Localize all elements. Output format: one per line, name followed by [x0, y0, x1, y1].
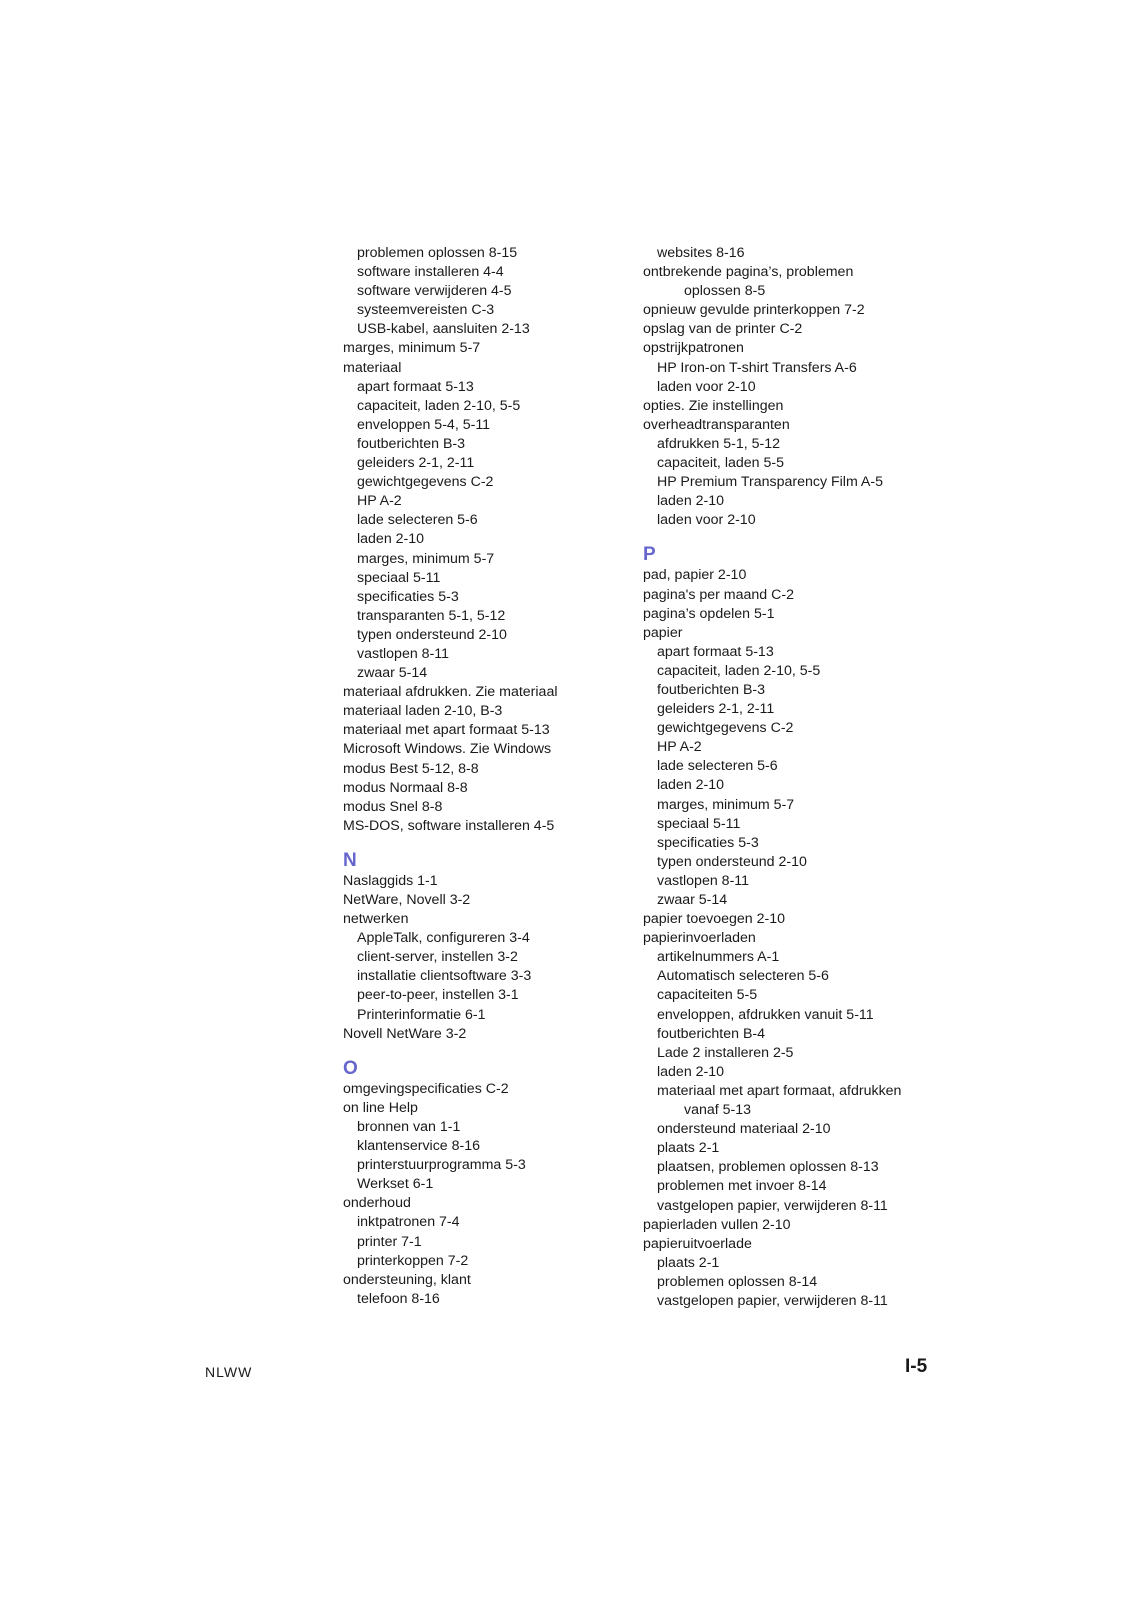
index-subentry: HP Premium Transparency Film A-5	[657, 474, 884, 491]
index-subentry: HP Iron-on T-shirt Transfers A-6	[657, 359, 857, 376]
index-subentry: speciaal 5-11	[357, 569, 441, 586]
index-subentry: capaciteiten 5-5	[657, 987, 758, 1004]
index-subentry: gewichtgegevens C-2	[357, 474, 494, 491]
index-subentry: software verwijderen 4-5	[357, 283, 512, 300]
index-subentry: capaciteit, laden 2-10, 5-5	[357, 397, 521, 414]
index-column-right	[643, 244, 943, 1311]
index-subentry: laden 2-10	[657, 1063, 725, 1080]
index-subentry: laden 2-10	[657, 493, 725, 510]
index-subentry: printer 7-1	[357, 1233, 422, 1250]
index-entry: papier toevoegen 2-10	[643, 911, 785, 928]
index-subentry: Werkset 6-1	[357, 1176, 434, 1193]
index-entry: Naslaggids 1-1	[343, 872, 438, 889]
index-subentry: oplossen 8-5	[684, 283, 766, 300]
index-subentry: USB-kabel, aansluiten 2-13	[357, 321, 530, 338]
index-subentry: materiaal met apart formaat, afdrukken	[657, 1082, 902, 1099]
index-subentry: Lade 2 installeren 2-5	[657, 1044, 794, 1061]
index-entry: materiaal	[343, 359, 402, 376]
index-subentry: inktpatronen 7-4	[357, 1214, 460, 1231]
page-number: I-5	[905, 1356, 928, 1377]
index-subentry: problemen oplossen 8-14	[657, 1273, 818, 1290]
index-subentry: plaats 2-1	[657, 1140, 720, 1157]
index-subentry: Automatisch selecteren 5-6	[657, 968, 829, 985]
index-subentry: klantenservice 8-16	[357, 1138, 481, 1155]
index-entry: materiaal met apart formaat 5-13	[343, 722, 550, 739]
index-subentry: peer-to-peer, instellen 3-1	[357, 987, 519, 1004]
index-subentry: client-server, instellen 3-2	[357, 949, 518, 966]
index-subentry: foutberichten B-3	[357, 435, 466, 452]
index-entry: ondersteuning, klant	[343, 1271, 471, 1288]
index-subentry: vastlopen 8-11	[357, 645, 450, 662]
index-entry: papierinvoerladen	[643, 930, 756, 947]
index-subentry: artikelnummers A-1	[657, 949, 780, 966]
index-subentry: gewichtgegevens C-2	[657, 720, 794, 737]
index-entry: papierladen vullen 2-10	[643, 1216, 791, 1233]
section-letter-n: N	[343, 849, 357, 871]
index-entry: opnieuw gevulde printerkoppen 7-2	[643, 302, 865, 319]
index-subentry: zwaar 5-14	[357, 665, 428, 682]
index-subentry: vastgelopen papier, verwijderen 8-11	[657, 1292, 888, 1309]
index-subentry: systeemvereisten C-3	[357, 302, 495, 319]
index-subentry: specificaties 5-3	[357, 588, 459, 605]
index-entry: opties. Zie instellingen	[643, 397, 784, 414]
index-subentry: foutberichten B-4	[657, 1025, 766, 1042]
index-subentry: plaatsen, problemen oplossen 8-13	[657, 1159, 879, 1176]
index-subentry: marges, minimum 5-7	[657, 796, 795, 813]
index-subentry: afdrukken 5-1, 5-12	[657, 435, 781, 452]
index-entry: MS-DOS, software installeren 4-5	[343, 817, 555, 834]
index-subentry: HP A-2	[657, 739, 702, 756]
index-entry: opslag van de printer C-2	[643, 321, 803, 338]
index-subentry: vastgelopen papier, verwijderen 8-11	[657, 1197, 888, 1214]
index-entry: ontbrekende pagina’s, problemen	[643, 264, 854, 281]
index-entry: NetWare, Novell 3-2	[343, 892, 471, 908]
index-entry: marges, minimum 5-7	[343, 340, 481, 357]
index-subentry: bronnen van 1-1	[357, 1118, 461, 1135]
index-entry: papieruitvoerlade	[643, 1235, 752, 1252]
index-subentry: plaats 2-1	[657, 1254, 720, 1271]
index-subentry: software installeren 4-4	[357, 264, 504, 281]
index-subentry: capaciteit, laden 5-5	[657, 455, 784, 472]
section-letter-o: O	[343, 1057, 358, 1079]
footer-left-label: NLWW	[205, 1364, 253, 1380]
index-subentry: enveloppen, afdrukken vanuit 5-11	[657, 1006, 874, 1023]
index-subentry: geleiders 2-1, 2-11	[657, 701, 775, 718]
index-subentry: installatie clientsoftware 3-3	[357, 968, 532, 985]
index-entry: pagina’s opdelen 5-1	[643, 605, 775, 622]
index-subentry: problemen met invoer 8-14	[657, 1178, 827, 1195]
index-subentry: printerstuurprogramma 5-3	[357, 1157, 526, 1174]
index-subentry: ondersteund materiaal 2-10	[657, 1121, 831, 1138]
index-subentry: lade selecteren 5-6	[357, 512, 478, 529]
index-entry: opstrijkpatronen	[643, 340, 744, 357]
index-subentry: apart formaat 5-13	[357, 378, 474, 395]
index-entry: pad, papier 2-10	[643, 567, 747, 584]
index-subentry: problemen oplossen 8-15	[357, 245, 518, 261]
index-column-left	[343, 244, 593, 1309]
index-entry: papier	[643, 624, 683, 641]
index-entry: materiaal laden 2-10, B-3	[343, 703, 503, 720]
index-subentry: laden voor 2-10	[657, 512, 756, 529]
index-subentry: zwaar 5-14	[657, 892, 728, 908]
index-subentry: printerkoppen 7-2	[357, 1252, 469, 1269]
index-subentry: foutberichten B-3	[657, 681, 766, 698]
index-subentry: apart formaat 5-13	[657, 643, 774, 660]
index-entry: Novell NetWare 3-2	[343, 1025, 467, 1042]
index-entry: omgevingspecificaties C-2	[343, 1080, 509, 1097]
index-subentry: geleiders 2-1, 2-11	[357, 455, 475, 472]
index-entry: pagina's per maand C-2	[643, 586, 794, 603]
index-subentry: marges, minimum 5-7	[357, 550, 495, 567]
index-subentry: vanaf 5-13	[684, 1102, 752, 1119]
index-entry: onderhoud	[343, 1195, 411, 1212]
index-entry: Microsoft Windows. Zie Windows	[343, 741, 552, 758]
index-entry: netwerken	[343, 911, 409, 928]
index-subentry: telefoon 8-16	[357, 1290, 440, 1307]
index-entry: on line Help	[343, 1099, 418, 1116]
index-subentry: lade selecteren 5-6	[657, 758, 778, 775]
index-subentry: Printerinformatie 6-1	[357, 1006, 486, 1023]
index-entry: materiaal afdrukken. Zie materiaal	[343, 684, 558, 701]
index-subentry: laden 2-10	[657, 777, 725, 794]
index-subentry: websites 8-16	[657, 245, 745, 261]
index-subentry: AppleTalk, configureren 3-4	[357, 930, 530, 947]
index-subentry: vastlopen 8-11	[657, 872, 750, 889]
index-subentry: speciaal 5-11	[657, 815, 741, 832]
index-subentry: specificaties 5-3	[657, 834, 759, 851]
index-entry: modus Snel 8-8	[343, 798, 443, 815]
index-subentry: transparanten 5-1, 5-12	[357, 607, 506, 624]
index-subentry: typen ondersteund 2-10	[657, 853, 807, 870]
index-subentry: laden 2-10	[357, 531, 425, 548]
index-subentry: laden voor 2-10	[657, 378, 756, 395]
index-subentry: typen ondersteund 2-10	[357, 626, 507, 643]
index-entry: overheadtransparanten	[643, 416, 790, 433]
index-subentry: enveloppen 5-4, 5-11	[357, 416, 491, 433]
index-subentry: HP A-2	[357, 493, 402, 510]
index-entry: modus Normaal 8-8	[343, 779, 468, 796]
section-letter-p: P	[643, 544, 656, 566]
index-entry: modus Best 5-12, 8-8	[343, 760, 479, 777]
index-subentry: capaciteit, laden 2-10, 5-5	[657, 662, 821, 679]
